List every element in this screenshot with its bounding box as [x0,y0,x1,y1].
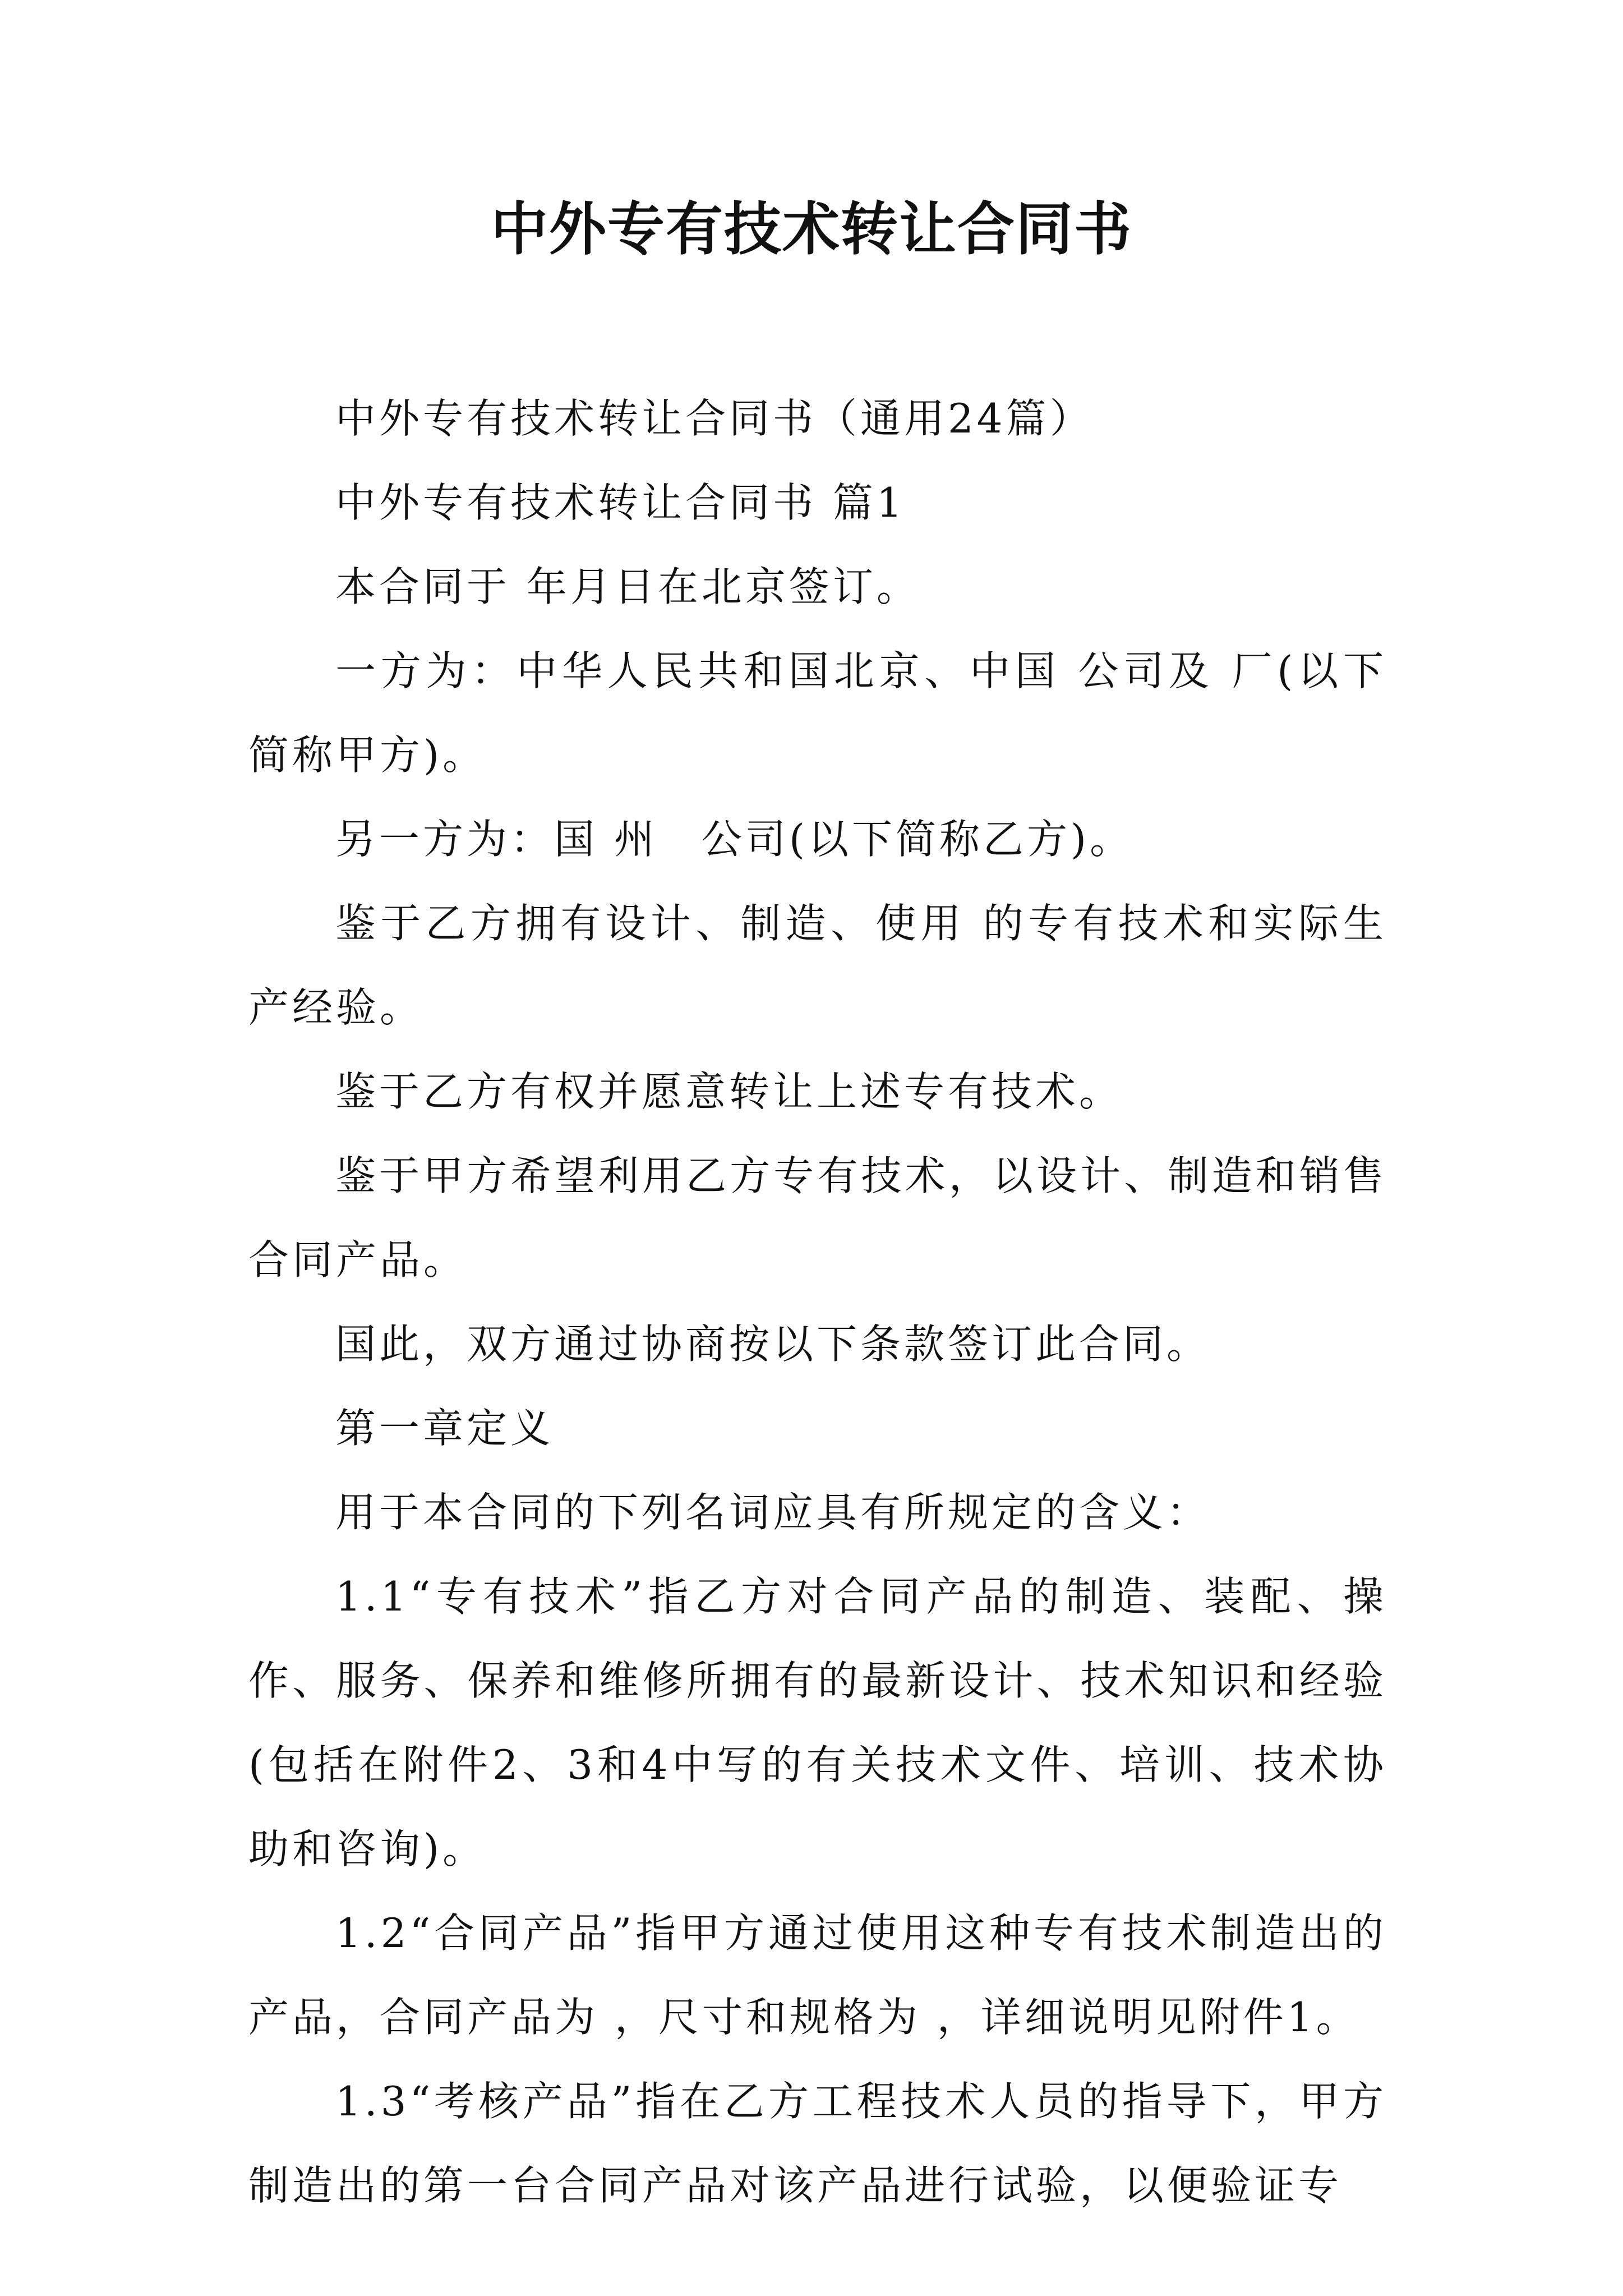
paragraph-whereas-1: 鉴于乙方拥有设计、制造、使用 的专有技术和实际生产经验。 [248,900,1387,1031]
paragraph-signing-date: 本合同于 年月日在北京签订。 [335,563,920,610]
paragraph-agreement: 国此，双方通过协商按以下条款签订此合同。 [335,1320,1211,1368]
paragraph-definition-1-1: 1.1“专有技术”指乙方对合同产品的制造、装配、操作、服务、保养和维修所拥有的最新设计、技术知识和经验(包括在附件2、3和4中写的有关技术文件、培训、技术协助和咨询)。 [248,1573,1387,1872]
document-body [248,376,1387,2228]
paragraph-definition-1-3: 1.3“考核产品”指在乙方工程技术人员的指导下，甲方制造出的第一台合同产品对该产品进行试验，以便验证专 [248,2078,1387,2209]
paragraph-definitions-intro: 用于本合同的下列名词应具有所规定的含义： [335,1489,1211,1536]
paragraph-chapter-heading: 中外专有技术转让合同书 篇1 [335,479,906,526]
paragraph-whereas-3: 鉴于甲方希望利用乙方专有技术，以设计、制造和销售合同产品。 [248,1152,1387,1283]
paragraph-party-a: 一方为：中华人民共和国北京、中国 公司及 厂(以下简称甲方)。 [248,647,1387,779]
paragraph-collection-title: 中外专有技术转让合同书（通用24篇） [335,395,1094,442]
paragraph-whereas-2: 鉴于乙方有权并愿意转让上述专有技术。 [335,1068,1123,1115]
paragraph-chapter-one: 第一章定义 [335,1405,555,1452]
paragraph-party-b: 另一方为：国 州 公司(以下简称乙方)。 [335,816,1134,863]
document-title: 中外专有技术转让合同书 [491,196,1132,263]
paragraph-definition-1-2: 1.2“合同产品”指甲方通过使用这种专有技术制造出的产品，合同产品为 ，尺寸和规格为 ，详细说明见附件1。 [248,1910,1387,2041]
